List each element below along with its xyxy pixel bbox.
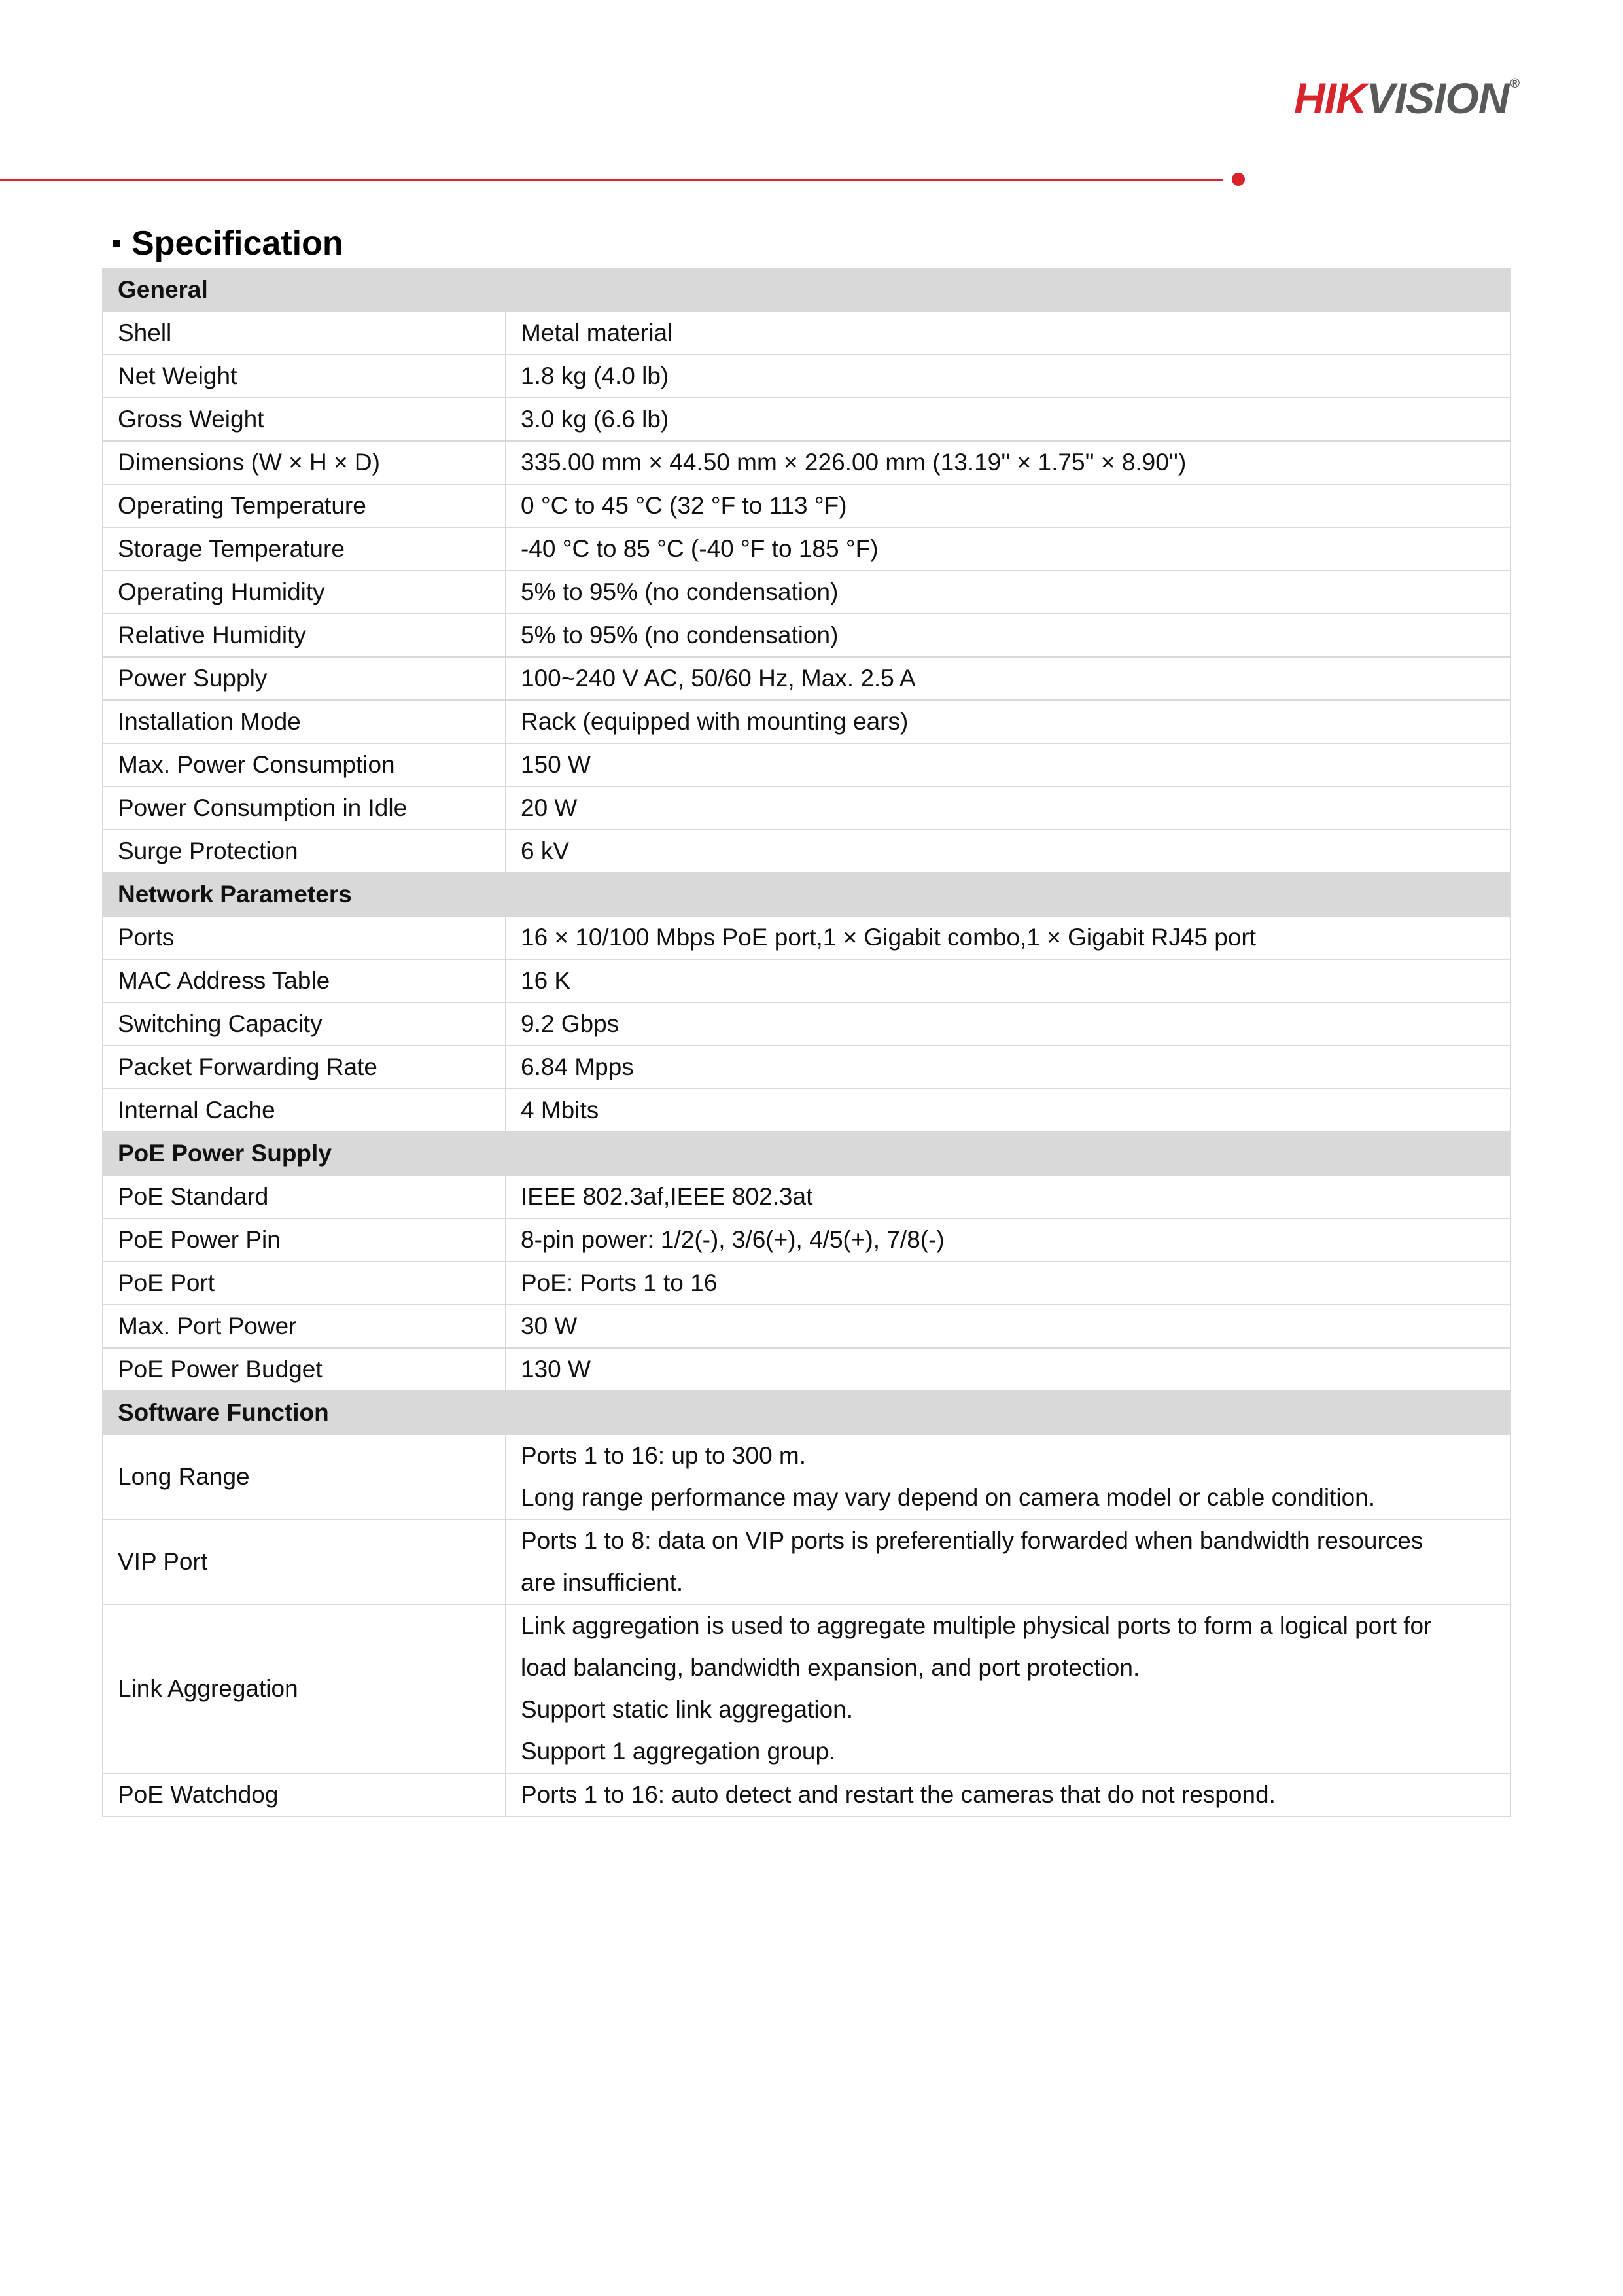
spec-value-line: 1.8 kg (4.0 lb) [521,362,669,389]
spec-value [506,1218,1510,1262]
spec-value [506,527,1510,571]
logo-text-hik: HIK [1294,74,1367,122]
spec-value-line: -40 °C to 85 °C (-40 °F to 185 °F) [521,535,879,562]
group-title: PoE Power Supply [103,1132,1510,1175]
spec-label: MAC Address Table [103,959,506,1002]
header-divider-line [0,179,1223,181]
spec-value [506,1305,1510,1348]
spec-value [506,1175,1510,1218]
table-row [103,355,1510,398]
section-title-text: Specification [131,224,343,262]
spec-label: Storage Temperature [103,527,506,571]
spec-value [506,657,1510,700]
spec-value [506,1773,1510,1816]
spec-value-line: Support 1 aggregation group. [521,1738,836,1765]
spec-label: Gross Weight [103,398,506,441]
spec-label: Internal Cache [103,1089,506,1132]
spec-value [506,830,1510,873]
spec-value-line: 4 Mbits [521,1097,599,1123]
spec-label: Packet Forwarding Rate [103,1046,506,1089]
table-row [103,786,1510,830]
spec-value [506,398,1510,441]
table-row [103,1089,1510,1132]
table-row [103,1305,1510,1348]
spec-value [506,355,1510,398]
spec-value [506,311,1510,355]
table-row [103,916,1510,959]
spec-label: Shell [103,311,506,355]
group-title: General [103,268,1510,311]
spec-value-line: Ports 1 to 16: auto detect and restart the cameras that do not respond. [521,1781,1276,1808]
table-row [103,398,1510,441]
group-title: Network Parameters [103,873,1510,916]
spec-value-line: load balancing, bandwidth expansion, and port protection. [521,1654,1140,1681]
spec-label: VIP Port [103,1519,506,1604]
spec-value [506,1434,1510,1519]
spec-value-line: 20 W [521,794,578,821]
spec-value-line: 335.00 mm × 44.50 mm × 226.00 mm (13.19'' × 1.75'' × 8.90'') [521,449,1187,476]
spec-label: Operating Temperature [103,484,506,527]
table-row [103,571,1510,614]
spec-label: Power Consumption in Idle [103,786,506,830]
group-title: Software Function [103,1391,1510,1434]
table-row [103,484,1510,527]
spec-value-line: IEEE 802.3af,IEEE 802.3at [521,1183,813,1210]
spec-value-line: 8-pin power: 1/2(-), 3/6(+), 4/5(+), 7/8(-) [521,1226,945,1253]
spec-value-line: Rack (equipped with mounting ears) [521,708,909,735]
spec-label: Surge Protection [103,830,506,873]
header-divider-dot [1232,173,1245,186]
spec-label: Ports [103,916,506,959]
spec-value [506,1262,1510,1305]
spec-value [506,916,1510,959]
spec-label: PoE Watchdog [103,1773,506,1816]
spec-value-line: 16 × 10/100 Mbps PoE port,1 × Gigabit combo,1 × Gigabit RJ45 port [521,924,1257,951]
table-row [103,614,1510,657]
table-row [103,830,1510,873]
spec-label: Installation Mode [103,700,506,743]
table-row [103,1175,1510,1218]
spec-value [506,571,1510,614]
table-row [103,1773,1510,1816]
spec-value-line: 30 W [521,1313,578,1339]
spec-value [506,484,1510,527]
logo-text-vision: VISION [1366,74,1509,122]
spec-label: PoE Port [103,1262,506,1305]
table-row [103,1262,1510,1305]
spec-label: Power Supply [103,657,506,700]
table-row [103,1046,1510,1089]
spec-value-line: 100~240 V AC, 50/60 Hz, Max. 2.5 A [521,665,916,692]
spec-label: Long Range [103,1434,506,1519]
spec-value [506,614,1510,657]
spec-value [506,1046,1510,1089]
spec-label: Switching Capacity [103,1002,506,1046]
spec-value [506,1348,1510,1391]
spec-label: Net Weight [103,355,506,398]
group-header-row [103,873,1510,916]
spec-value-line: 130 W [521,1356,591,1383]
spec-value-line: Metal material [521,319,673,346]
spec-value-line: Long range performance may vary depend on camera model or cable condition. [521,1484,1376,1511]
table-row [103,1519,1510,1604]
spec-label: Relative Humidity [103,614,506,657]
table-row [103,527,1510,571]
group-header-row [103,268,1510,311]
spec-value [506,1002,1510,1046]
spec-value [506,1604,1510,1773]
spec-value-line: Ports 1 to 8: data on VIP ports is preferentially forwarded when bandwidth resources [521,1527,1423,1554]
spec-value-line: Support static link aggregation. [521,1696,854,1723]
spec-value [506,1519,1510,1604]
spec-value [506,959,1510,1002]
table-row [103,1002,1510,1046]
spec-value-line: Ports 1 to 16: up to 300 m. [521,1442,807,1469]
spec-value-line: 0 °C to 45 °C (32 °F to 113 °F) [521,492,847,519]
table-row [103,1348,1510,1391]
spec-label: Max. Port Power [103,1305,506,1348]
hikvision-logo [1294,74,1520,122]
spec-value-line: Link aggregation is used to aggregate multiple physical ports to form a logical port for [521,1612,1432,1639]
spec-value-line: 5% to 95% (no condensation) [521,622,839,648]
table-row [103,959,1510,1002]
spec-value [506,743,1510,786]
table-row [103,657,1510,700]
spec-value-line: 16 K [521,967,571,994]
spec-label: PoE Power Budget [103,1348,506,1391]
spec-value-line: are insufficient. [521,1569,684,1596]
spec-value [506,441,1510,484]
spec-value-line: 6.84 Mpps [521,1053,634,1080]
group-header-row [103,1132,1510,1175]
specification-table-body [103,268,1510,1816]
logo-registered-mark: ® [1510,77,1520,91]
table-row [103,1604,1510,1773]
section-heading [111,222,343,264]
table-row [103,441,1510,484]
spec-label: PoE Standard [103,1175,506,1218]
table-row [103,700,1510,743]
spec-value-line: 150 W [521,751,591,778]
table-row [103,743,1510,786]
table-row [103,1218,1510,1262]
spec-label: Operating Humidity [103,571,506,614]
table-row [103,311,1510,355]
spec-value [506,1089,1510,1132]
spec-value-line: 5% to 95% (no condensation) [521,578,839,605]
square-bullet-icon [113,240,120,247]
spec-label: Link Aggregation [103,1604,506,1773]
group-header-row [103,1391,1510,1434]
spec-value-line: PoE: Ports 1 to 16 [521,1269,718,1296]
spec-value-line: 6 kV [521,838,570,864]
spec-value-line: 3.0 kg (6.6 lb) [521,406,669,433]
spec-label: Max. Power Consumption [103,743,506,786]
spec-label: PoE Power Pin [103,1218,506,1262]
specification-table [102,268,1511,1817]
spec-value [506,700,1510,743]
spec-value-line: 9.2 Gbps [521,1010,620,1037]
table-row [103,1434,1510,1519]
spec-label: Dimensions (W × H × D) [103,441,506,484]
spec-value [506,786,1510,830]
